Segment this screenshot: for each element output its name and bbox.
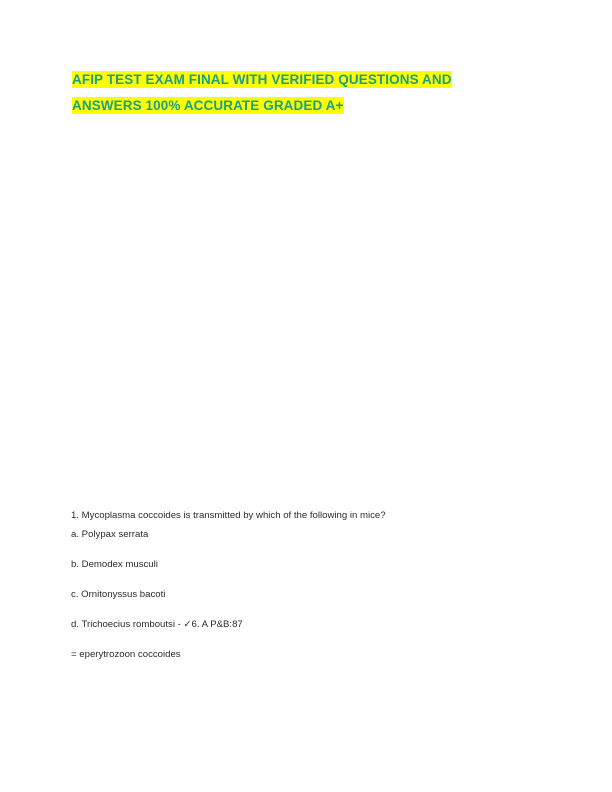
- option-a: a. Polypax serrata: [71, 529, 149, 540]
- question-block: [71, 509, 541, 661]
- title-highlight-2: ANSWERS 100% ACCURATE GRADED A+: [72, 98, 344, 113]
- option-d: d. Trichoecius romboutsi - ✓6. A P&B:87: [71, 619, 243, 630]
- title-highlight-1: AFIP TEST EXAM FINAL WITH VERIFIED QUESTIONS AND: [72, 72, 452, 87]
- question-text: 1. Mycoplasma coccoides is transmitted by which of the following in mice?: [71, 510, 386, 521]
- document-title: [72, 68, 532, 118]
- option-c: c. Ornitonyssus bacoti: [71, 589, 166, 600]
- option-b: b. Demodex musculi: [71, 559, 158, 570]
- document-title-line-2: [72, 94, 532, 118]
- document-title-line-1: [72, 68, 532, 92]
- answer-note: = eperytrozoon coccoides: [71, 649, 181, 660]
